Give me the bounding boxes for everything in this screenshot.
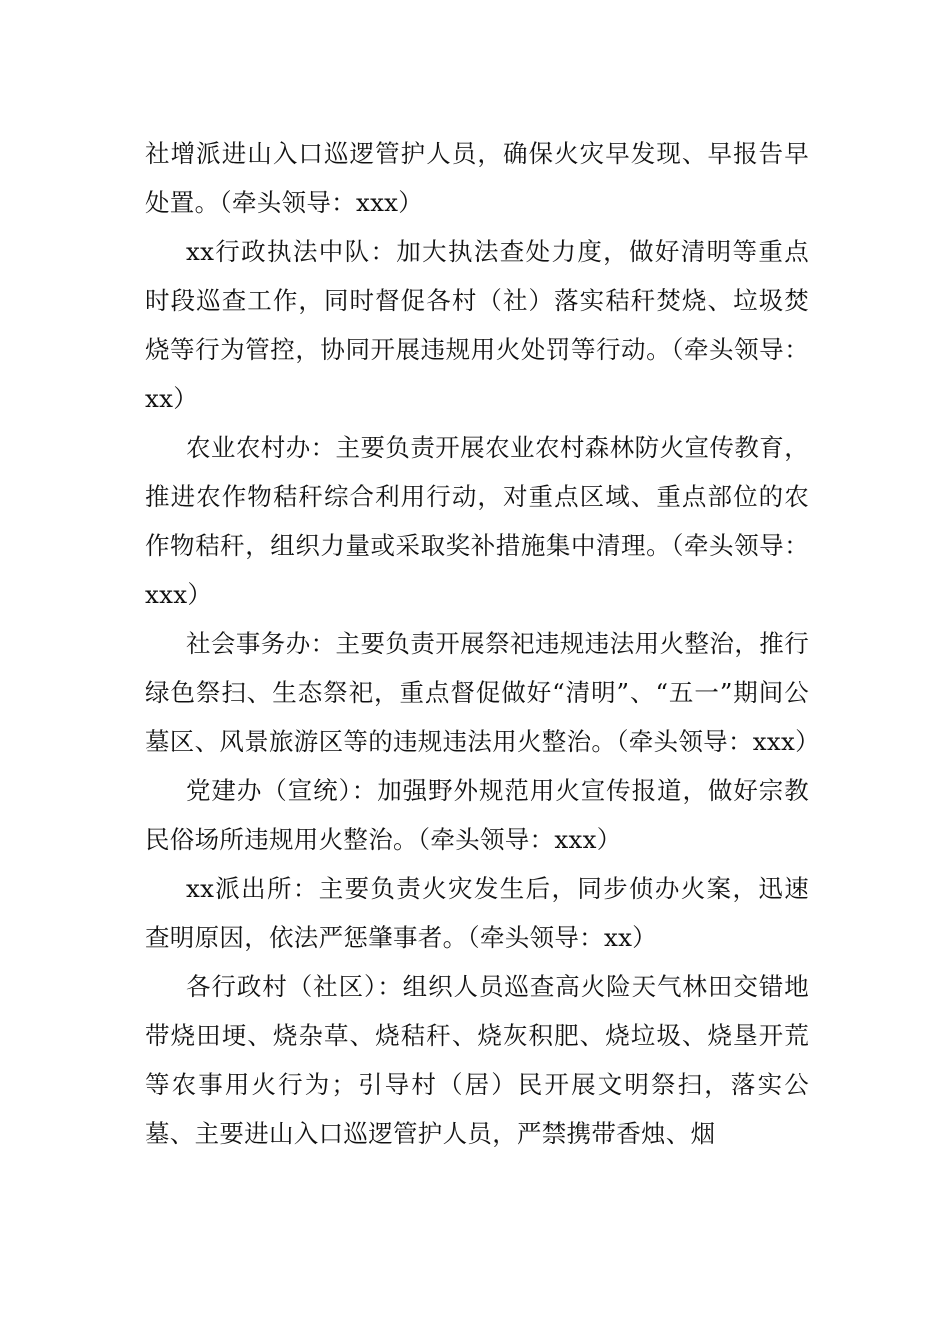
document-page — [145, 129, 820, 1158]
paragraph-7: 各行政村（社区）：组织人员巡查高火险天气林田交错地带烧田埂、烧杂草、烧秸秆、烧灰积肥、烧垃圾、烧垦开荒等农事用火行为；引导村（居）民开展文明祭扫，落实公墓、主要进山入口巡逻管护人员，严禁携带香烛、烟 — [145, 972, 809, 1148]
paragraph-1: 社增派进山入口巡逻管护人员，确保火灾早发现、早报告早处置。（牵头领导：xxx） — [145, 139, 809, 217]
paragraph-5: 党建办（宣统）：加强野外规范用火宣传报道，做好宗教民俗场所违规用火整治。（牵头领导：xxx） — [145, 776, 809, 854]
paragraph-3: 农业农村办：主要负责开展农业农村森林防火宣传教育，推进农作物秸秆综合利用行动，对重点区域、重点部位的农作物秸秆，组织力量或采取奖补措施集中清理。（牵头领导：xxx） — [145, 433, 809, 609]
paragraph-4: 社会事务办：主要负责开展祭祀违规违法用火整治，推行绿色祭扫、生态祭祀，重点督促做好“清明”、“五一”期间公墓区、风景旅游区等的违规违法用火整治。（牵头领导：xxx） — [145, 629, 820, 756]
paragraph-6: xx派出所：主要负责火灾发生后，同步侦办火案，迅速查明原因，依法严惩肇事者。（牵头领导：xx） — [145, 874, 809, 952]
paragraph-2: xx行政执法中队：加大执法查处力度，做好清明等重点时段巡查工作，同时督促各村（社）落实秸秆焚烧、垃圾焚烧等行为管控，协同开展违规用火处罚等行动。（牵头领导：xx） — [145, 237, 809, 413]
